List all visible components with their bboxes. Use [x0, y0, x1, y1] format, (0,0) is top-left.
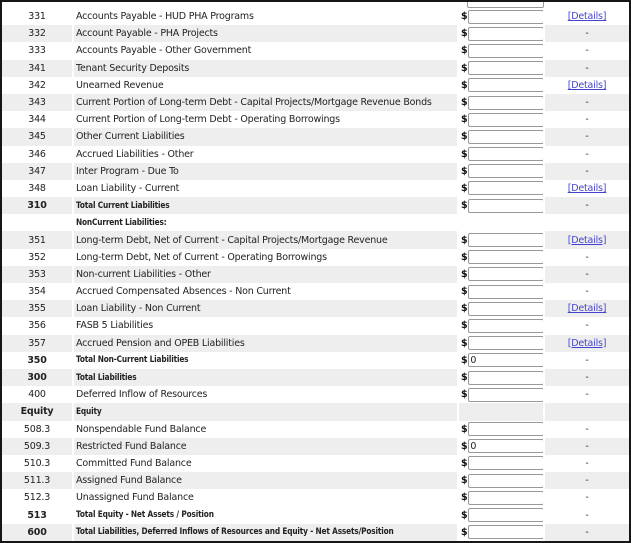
currency-symbol: $ [461, 234, 468, 246]
no-details-dash: - [585, 475, 589, 487]
currency-symbol: $ [461, 372, 468, 384]
account-number [2, 214, 72, 231]
amount-input[interactable] [468, 130, 544, 144]
no-details-dash: - [585, 62, 589, 74]
no-details-dash: - [585, 165, 589, 177]
table-row-512.3 [2, 489, 629, 506]
amount-cell [459, 231, 543, 248]
details-cell [545, 352, 629, 369]
account-label [74, 386, 457, 403]
details-cell [545, 489, 629, 506]
partial-amount-input-top[interactable] [467, 2, 544, 8]
amount-cell [459, 214, 543, 231]
table-row-345 [2, 128, 629, 145]
amount-input[interactable] [468, 147, 544, 161]
amount-cell [459, 266, 543, 283]
account-label-text: Accounts Payable - HUD PHA Programs [76, 11, 254, 23]
amount-input[interactable] [468, 96, 544, 110]
amount-input[interactable] [468, 78, 544, 92]
table-row-333 [2, 42, 629, 59]
no-details-dash: - [585, 372, 589, 384]
amount-input[interactable] [468, 371, 544, 385]
table-row-310 [2, 197, 629, 214]
currency-symbol: $ [461, 457, 468, 469]
currency-symbol: $ [461, 45, 468, 57]
currency-symbol: $ [461, 492, 468, 504]
table-row-300 [2, 369, 629, 386]
amount-input[interactable] [468, 302, 544, 316]
table-row-353 [2, 266, 629, 283]
amount-cell [459, 77, 543, 94]
account-number: 300 [2, 369, 72, 386]
account-label-text: Deferred Inflow of Resources [76, 389, 208, 401]
amount-cell [459, 94, 543, 111]
account-label-text: Accrued Liabilities - Other [76, 148, 194, 160]
account-label [74, 25, 457, 42]
account-label-text: FASB 5 Liabilities [76, 320, 153, 332]
no-details-dash: - [585, 131, 589, 143]
account-label-text: Loan Liability - Current [76, 182, 180, 194]
details-cell [545, 317, 629, 334]
account-label [74, 524, 457, 541]
amount-input[interactable] [468, 181, 544, 195]
amount-input[interactable] [468, 233, 544, 247]
account-number: 333 [28, 45, 46, 57]
no-details-dash: - [585, 268, 589, 280]
table-row-511.3 [2, 472, 629, 489]
table-row-342 [2, 77, 629, 94]
table-row-352 [2, 249, 629, 266]
details-cell [545, 403, 629, 420]
amount-cell [459, 25, 543, 42]
amount-input[interactable] [468, 491, 544, 505]
details-cell [545, 369, 629, 386]
account-label [74, 283, 457, 300]
details-cell [545, 25, 629, 42]
table-row-351 [2, 231, 629, 248]
no-details-dash: - [585, 286, 589, 298]
account-number: 347 [2, 163, 72, 180]
amount-cell [459, 146, 543, 163]
account-label-text: Other Current Liabilities [76, 131, 185, 143]
amount-input[interactable] [468, 353, 544, 367]
no-details-dash: - [585, 114, 589, 126]
account-number: 357 [2, 335, 72, 352]
account-label [74, 249, 457, 266]
account-number: 341 [2, 60, 72, 77]
table-row-346 [2, 146, 629, 163]
amount-cell [459, 438, 543, 455]
account-label [74, 77, 457, 94]
account-number: 356 [28, 320, 46, 332]
account-label-text: Loan Liability - Non Current [76, 303, 201, 315]
table-row-Equity [2, 403, 629, 420]
account-label [74, 489, 457, 506]
no-details-dash: - [585, 354, 589, 366]
amount-input[interactable] [468, 456, 544, 470]
table-row-331 [2, 8, 629, 25]
account-label [74, 352, 457, 369]
amount-input[interactable] [468, 27, 544, 41]
account-label-text: Account Payable - PHA Projects [76, 28, 218, 40]
no-details-dash: - [585, 200, 589, 212]
no-details-dash: - [585, 509, 589, 521]
account-number: 513 [27, 509, 47, 521]
details-cell [545, 455, 629, 472]
amount-cell [459, 352, 543, 369]
amount-input[interactable] [468, 285, 544, 299]
account-label-text: Total Liabilities [76, 372, 137, 383]
details-cell [545, 163, 629, 180]
table-row-355 [2, 300, 629, 317]
currency-symbol: $ [461, 440, 468, 452]
account-label-text: Assigned Fund Balance [76, 475, 182, 487]
account-label-text: Current Portion of Long-term Debt - Operating Borrowings [76, 114, 340, 126]
account-label-text: NonCurrent Liabilities: [76, 217, 167, 228]
currency-symbol: $ [461, 182, 468, 194]
amount-cell [459, 300, 543, 317]
details-cell [545, 77, 629, 94]
table-row-356 [2, 317, 629, 334]
no-details-dash: - [585, 457, 589, 469]
account-number: 344 [28, 114, 46, 126]
details-link[interactable]: [Details] [567, 182, 607, 194]
no-details-dash: - [585, 423, 589, 435]
no-details-dash: - [585, 440, 589, 452]
amount-input[interactable] [468, 508, 544, 522]
amount-input[interactable] [468, 250, 544, 264]
details-cell [545, 421, 629, 438]
account-label [74, 42, 457, 59]
amount-input[interactable] [468, 164, 544, 178]
amount-cell [459, 369, 543, 386]
account-label [74, 403, 457, 420]
currency-symbol: $ [461, 148, 468, 160]
account-number: 508.3 [23, 423, 51, 435]
details-cell [545, 146, 629, 163]
amount-input[interactable] [468, 44, 544, 58]
currency-symbol: $ [461, 423, 468, 435]
table-row-348 [2, 180, 629, 197]
account-label [74, 438, 457, 455]
details-link[interactable]: [Details] [567, 11, 607, 23]
account-label-text: Non-current Liabilities - Other [76, 268, 211, 280]
no-details-dash: - [585, 97, 589, 109]
account-label-text: Unearned Revenue [76, 79, 164, 91]
currency-symbol: $ [461, 526, 468, 538]
details-cell [545, 266, 629, 283]
account-label-text: Tenant Security Deposits [76, 62, 190, 74]
table-row-508.3 [2, 421, 629, 438]
account-number: 310 [2, 197, 72, 214]
amount-cell [459, 8, 543, 25]
amount-cell [459, 180, 543, 197]
rows-container [2, 8, 629, 541]
details-cell [545, 94, 629, 111]
amount-cell [459, 249, 543, 266]
account-number: 510.3 [23, 457, 51, 469]
account-label [74, 146, 457, 163]
details-link[interactable]: [Details] [567, 234, 607, 246]
details-link[interactable]: [Details] [567, 337, 607, 349]
amount-input[interactable] [468, 61, 544, 75]
account-label [74, 300, 457, 317]
no-details-dash: - [585, 320, 589, 332]
details-cell [545, 472, 629, 489]
amount-input[interactable] [468, 336, 544, 350]
table-row-343 [2, 94, 629, 111]
amount-input[interactable] [468, 422, 544, 436]
account-number: 352 [28, 251, 46, 263]
details-cell [545, 283, 629, 300]
currency-symbol: $ [461, 200, 468, 212]
account-number: 351 [2, 231, 72, 248]
amount-cell [459, 128, 543, 145]
table-row-600 [2, 524, 629, 541]
amount-cell [459, 60, 543, 77]
details-cell [545, 128, 629, 145]
account-label-text: Equity [76, 406, 102, 417]
account-label-text: Accrued Pension and OPEB Liabilities [76, 337, 245, 349]
amount-input[interactable] [468, 525, 544, 539]
account-label [74, 180, 457, 197]
account-label [74, 214, 457, 231]
no-details-dash: - [585, 492, 589, 504]
account-number: 332 [2, 25, 72, 42]
account-number: 600 [2, 524, 72, 541]
no-details-dash: - [585, 28, 589, 40]
account-label [74, 60, 457, 77]
account-number: 350 [27, 354, 47, 366]
account-label [74, 266, 457, 283]
currency-symbol: $ [461, 354, 468, 366]
amount-input[interactable] [468, 474, 544, 488]
amount-cell [459, 472, 543, 489]
amount-input[interactable] [468, 388, 544, 402]
details-cell [545, 300, 629, 317]
account-label [74, 111, 457, 128]
currency-symbol: $ [461, 475, 468, 487]
account-label [74, 128, 457, 145]
amount-input[interactable] [468, 199, 544, 213]
currency-symbol: $ [461, 97, 468, 109]
currency-symbol: $ [461, 79, 468, 91]
account-label [74, 472, 457, 489]
amount-cell [459, 524, 543, 541]
account-label [74, 421, 457, 438]
account-label [74, 231, 457, 248]
currency-symbol: $ [461, 320, 468, 332]
account-number: 512.3 [23, 492, 51, 504]
account-label-text: Total Current Liabilities [76, 200, 170, 211]
details-cell [545, 438, 629, 455]
currency-symbol: $ [461, 509, 468, 521]
account-number: 346 [28, 148, 46, 160]
account-label-text: Current Portion of Long-term Debt - Capital Projects/Mortgage Revenue Bonds [76, 97, 432, 109]
details-link[interactable]: [Details] [567, 303, 607, 315]
account-number: 509.3 [2, 438, 72, 455]
amount-cell [459, 455, 543, 472]
account-label-text: Long-term Debt, Net of Current - Operating Borrowings [76, 251, 327, 263]
account-number: 354 [28, 286, 46, 298]
table-row-341 [2, 60, 629, 77]
amount-input[interactable] [468, 10, 544, 24]
account-label [74, 163, 457, 180]
account-number: 353 [2, 266, 72, 283]
amount-input[interactable] [468, 439, 544, 453]
amount-cell [459, 386, 543, 403]
currency-symbol: $ [461, 286, 468, 298]
details-cell [545, 42, 629, 59]
currency-symbol: $ [461, 268, 468, 280]
amount-cell [459, 283, 543, 300]
details-cell [545, 249, 629, 266]
details-cell [545, 335, 629, 352]
account-label [74, 8, 457, 25]
table-row-350 [2, 352, 629, 369]
account-label [74, 506, 457, 523]
account-number: 343 [2, 94, 72, 111]
amount-cell [459, 403, 543, 420]
table-row-400 [2, 386, 629, 403]
table-row-noncurrent-liabilities- [2, 214, 629, 231]
account-number: 331 [28, 11, 46, 23]
currency-symbol: $ [461, 303, 468, 315]
table-row-332 [2, 25, 629, 42]
details-cell [545, 60, 629, 77]
account-label [74, 317, 457, 334]
amount-input[interactable] [468, 319, 544, 333]
details-cell [545, 197, 629, 214]
no-details-dash: - [585, 389, 589, 401]
account-label [74, 94, 457, 111]
account-label-text: Restricted Fund Balance [76, 440, 187, 452]
account-label [74, 335, 457, 352]
currency-symbol: $ [461, 62, 468, 74]
amount-cell [459, 489, 543, 506]
currency-symbol: $ [461, 389, 468, 401]
currency-symbol: $ [461, 131, 468, 143]
account-label-text: Inter Program - Due To [76, 165, 179, 177]
account-label [74, 369, 457, 386]
account-label-text: Accrued Compensated Absences - Non Current [76, 286, 291, 298]
table-row-513 [2, 506, 629, 523]
account-number: Equity [2, 403, 72, 420]
account-label-text: Long-term Debt, Net of Current - Capital Projects/Mortgage Revenue [76, 234, 388, 246]
details-link[interactable]: [Details] [567, 79, 607, 91]
details-cell [545, 214, 629, 231]
no-details-dash: - [585, 526, 589, 538]
currency-symbol: $ [461, 114, 468, 126]
account-label [74, 197, 457, 214]
currency-symbol: $ [461, 28, 468, 40]
account-number: 355 [2, 300, 72, 317]
account-number: 400 [28, 389, 46, 401]
currency-symbol: $ [461, 251, 468, 263]
no-details-dash: - [585, 148, 589, 160]
account-label-text: Total Equity - Net Assets / Position [76, 510, 214, 521]
no-details-dash: - [585, 45, 589, 57]
details-cell [545, 386, 629, 403]
currency-symbol: $ [461, 337, 468, 349]
clipped-previous-row [2, 2, 629, 8]
amount-input[interactable] [468, 113, 544, 127]
account-label-text: Accounts Payable - Other Government [76, 45, 252, 57]
table-row-357 [2, 335, 629, 352]
account-label [74, 455, 457, 472]
account-number: 511.3 [2, 472, 72, 489]
amount-cell [459, 421, 543, 438]
amount-cell [459, 111, 543, 128]
details-cell [545, 111, 629, 128]
account-label-text: Nonspendable Fund Balance [76, 423, 207, 435]
currency-symbol: $ [461, 165, 468, 177]
account-label-text: Unassigned Fund Balance [76, 492, 194, 504]
currency-symbol: $ [461, 11, 468, 23]
details-cell [545, 180, 629, 197]
details-cell [545, 8, 629, 25]
amount-cell [459, 317, 543, 334]
amount-cell [459, 197, 543, 214]
table-row-509.3 [2, 438, 629, 455]
amount-cell [459, 506, 543, 523]
details-cell [545, 231, 629, 248]
table-row-510.3 [2, 455, 629, 472]
amount-cell [459, 335, 543, 352]
account-number: 348 [28, 182, 46, 194]
no-details-dash: - [585, 251, 589, 263]
amount-cell [459, 163, 543, 180]
table-row-354 [2, 283, 629, 300]
details-cell [545, 506, 629, 523]
account-label-text: Total Liabilities, Deferred Inflows of Resources and Equity - Net Assets/Position [76, 527, 394, 538]
table-row-344 [2, 111, 629, 128]
account-label-text: Committed Fund Balance [76, 457, 192, 469]
account-number: 345 [2, 128, 72, 145]
details-cell [545, 524, 629, 541]
account-label-text: Total Non-Current Liabilities [76, 355, 189, 366]
amount-input[interactable] [468, 267, 544, 281]
table-row-347 [2, 163, 629, 180]
account-number: 342 [28, 79, 46, 91]
amount-cell [459, 42, 543, 59]
